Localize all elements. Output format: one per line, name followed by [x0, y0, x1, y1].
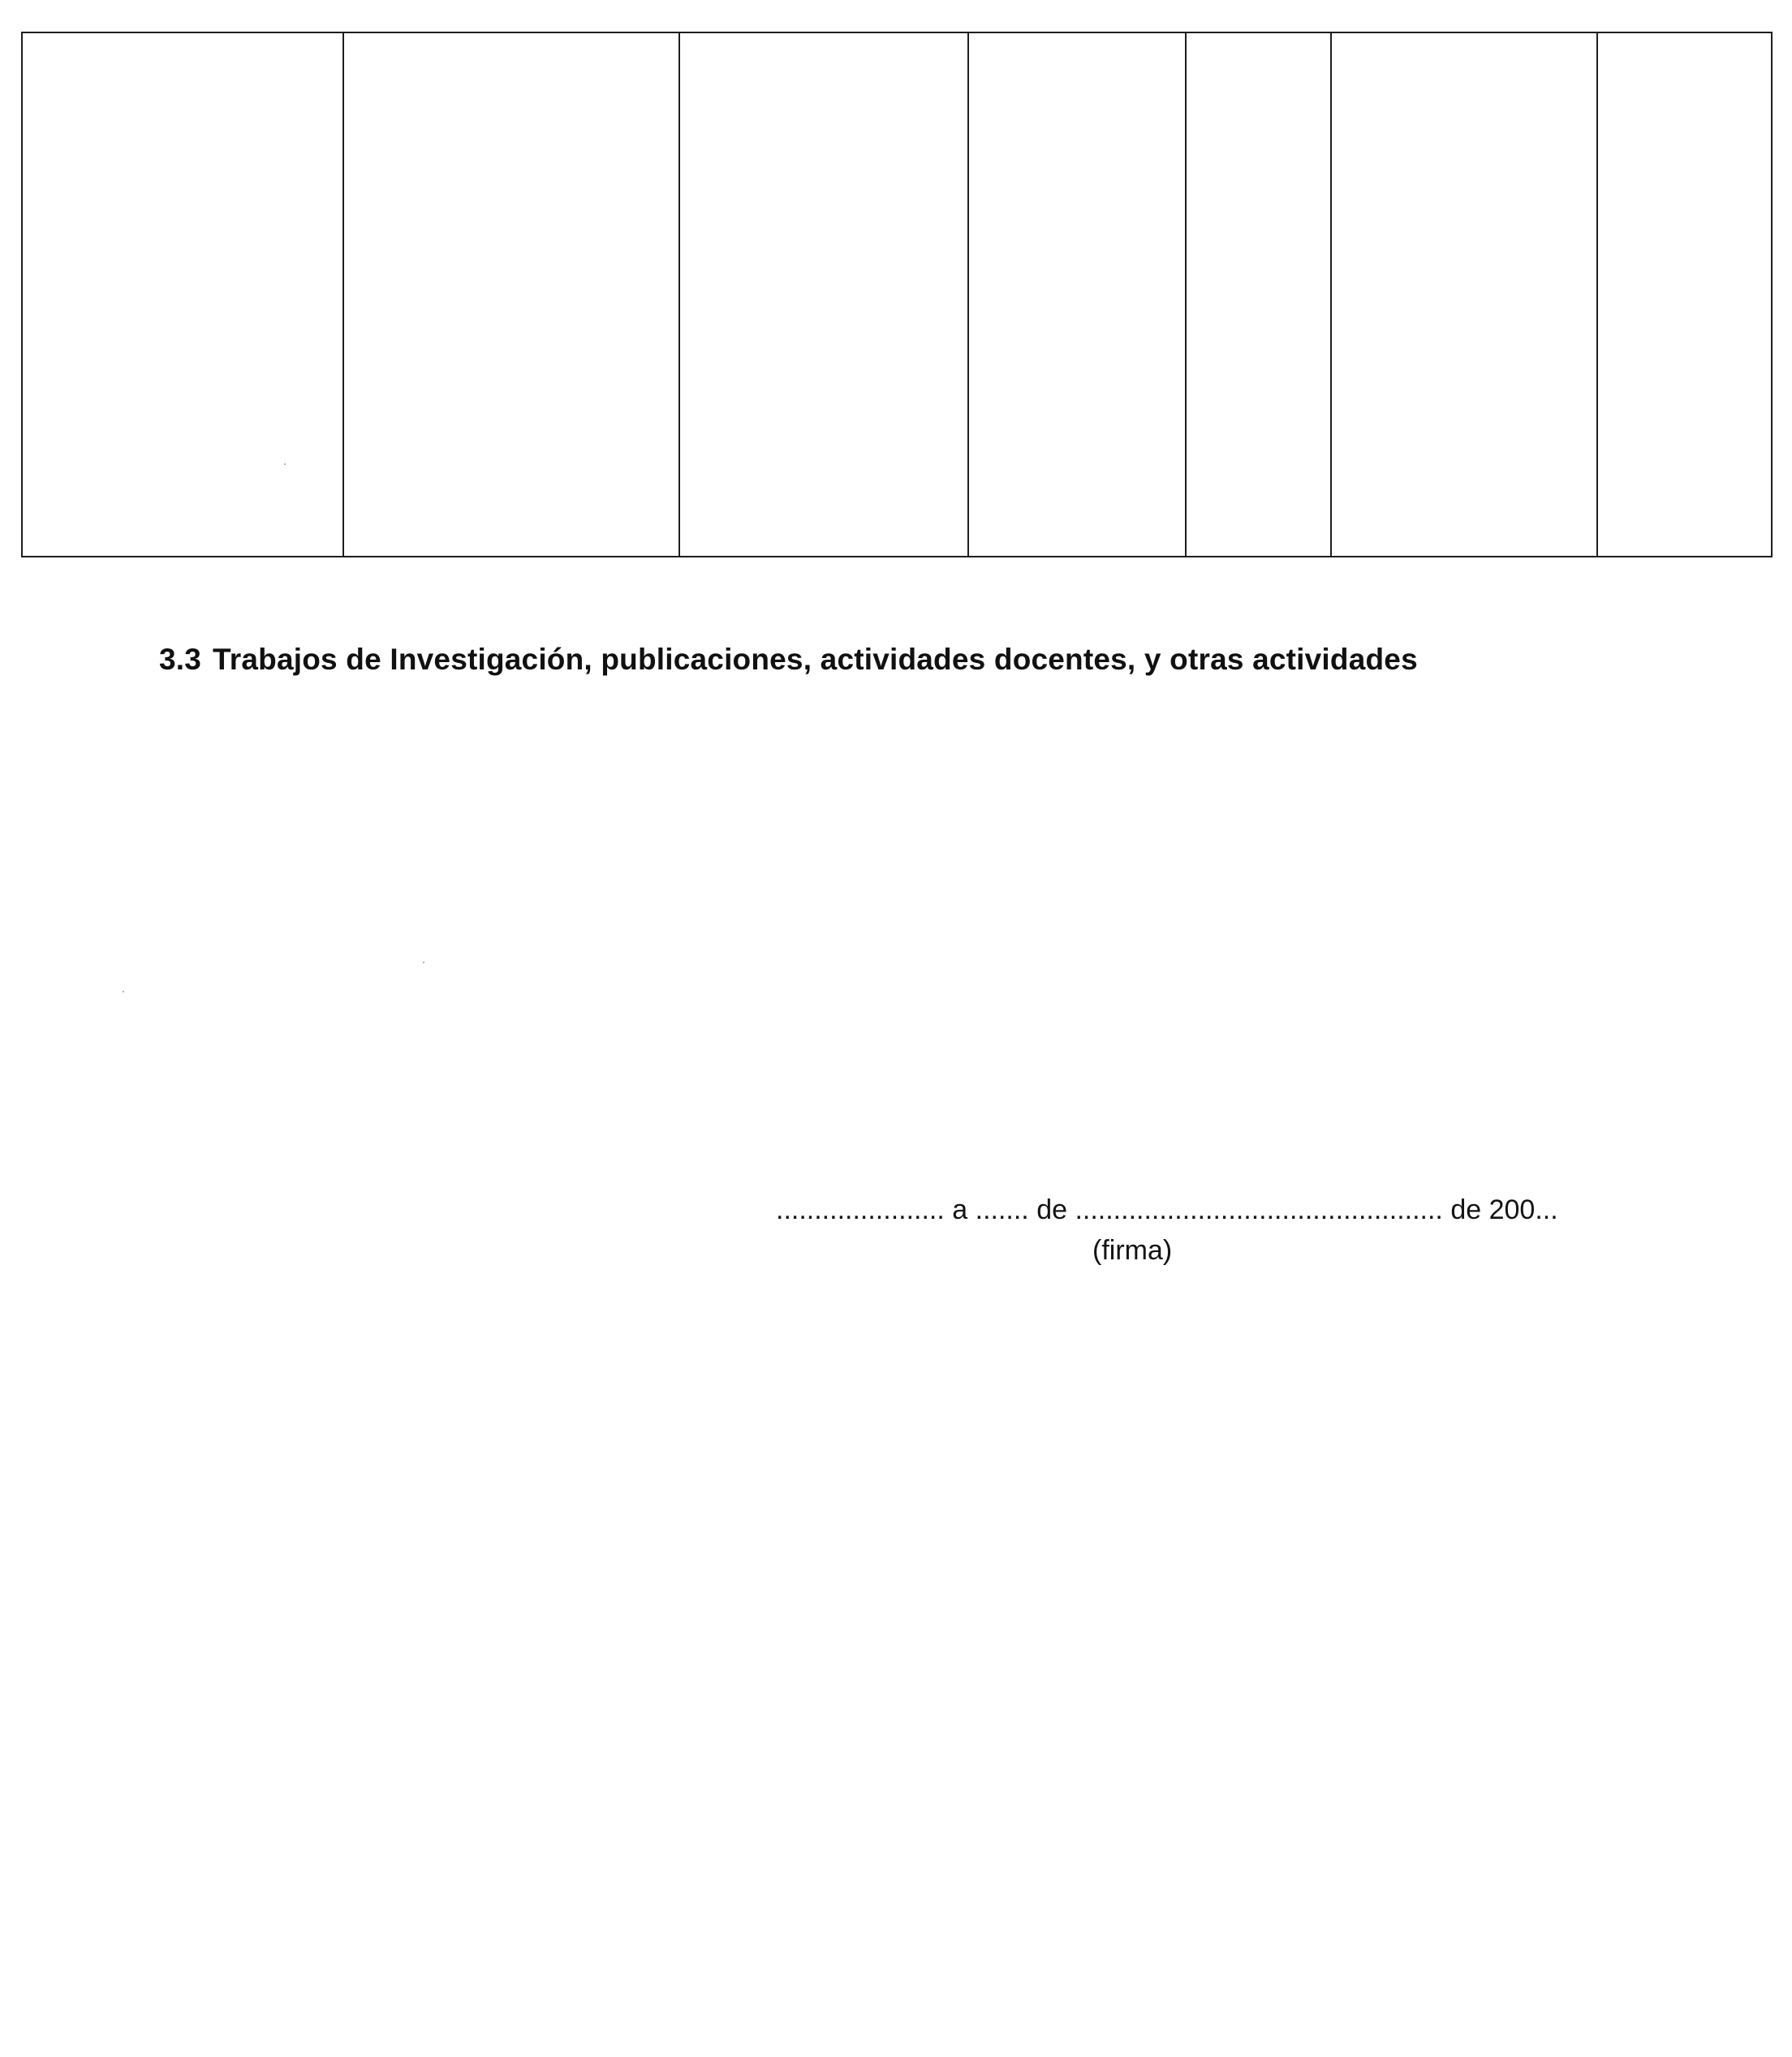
table-row	[22, 32, 1772, 557]
table-cell	[1186, 32, 1331, 557]
table-cell	[1597, 32, 1772, 557]
table-cell	[1331, 32, 1597, 557]
empty-form-table	[21, 32, 1773, 557]
table-cell	[679, 32, 968, 557]
table-cell	[343, 32, 679, 557]
section-heading	[159, 643, 1418, 677]
signature-place-date-line: ...................... a ....... de ................................................ de 200...	[776, 1194, 1558, 1225]
scan-speck	[284, 463, 286, 465]
section-number: 3.3	[159, 643, 202, 676]
scan-speck	[423, 962, 424, 963]
signature-caption: (firma)	[1092, 1235, 1173, 1266]
scan-speck	[123, 991, 124, 992]
table-cell	[22, 32, 343, 557]
section-title: Trabajos de Investigación, publicaciones, actividades docentes, y otras actividades	[213, 643, 1418, 676]
table-cell	[968, 32, 1186, 557]
